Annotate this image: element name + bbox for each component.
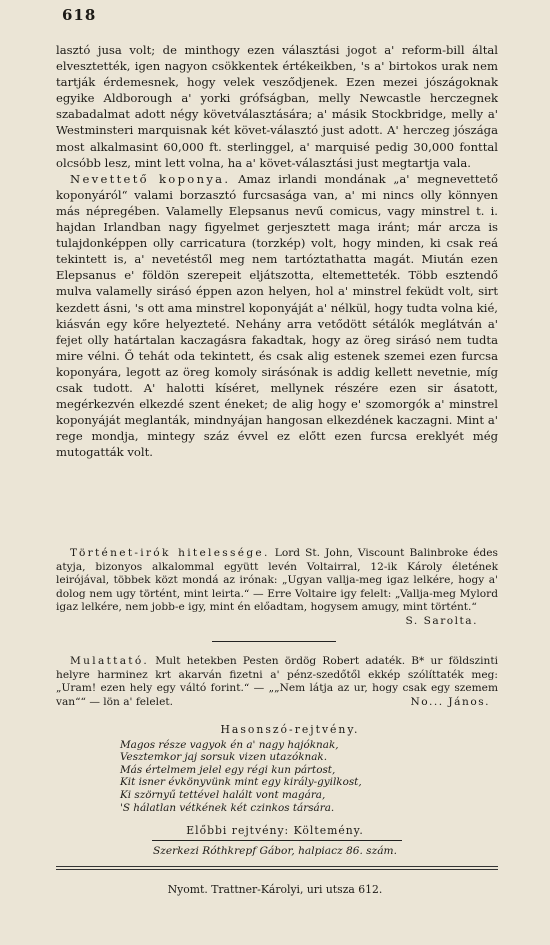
- printer-line: Nyomt. Trattner-Károlyi, uri utsza 612.: [167, 883, 383, 896]
- riddle-line: Más értelmem jelel egy régi kun pártost,: [120, 763, 336, 776]
- editor-line: Szerkezi Róthkrepf Gábor, halpiacz 86. szám.: [153, 845, 397, 857]
- article-amusing-text: Mult hetekben Pesten ördög Robert adaték. B* ur földszinti helyre harminez krt akarván fizetni a' pénz-szedőtől ekkép szólíttaték meg: „Uram! ezen hely egy váltó forint.“ — „„Nem látja az ur, hogy csak egy szemem van““ — lön a' felelet.: [56, 655, 498, 708]
- riddle-line: Vesztemkor jaj sorsuk vizen utazóknak.: [120, 751, 328, 764]
- article-amusing: [56, 655, 498, 709]
- article-skull-text: Amaz irlandi mondának „a' megnevettető koponyáról“ valami borzasztó furcsasága van, a' mi nincs olly könnyen más népregében. Valamelly Elepsanus nevű comicus, vagy minstrel t. i. hajdan Irlandban nagy figyelmet gerjesztett maga iránt; már arcza is tulajdonképpen olly carricatura (torzkép) volt, hogy minden, ki csak reá tekintett is, a' nevetéstől meg nem tartóztathatta magát. Miután ezen Elepsanus e' földön szerepeit eljátszotta, eltemetteték. Több esztendő mulva valamelly sirásó éppen azon helyen, hol a' minstrel feküdt volt, sirt kezdett ásni, 's ott ama minstrel koponyáját a' nélkül, hogy tudta volna kié, kiásván egy kőre helyezteté. Nehány arra vetődött sétálók meglátván a' fejet olly határtalan kaczagásra fakadtak, hogy az öreg sirásó nem tudta mire vélni. Ő tehát oda tekintett, és csak alig estenek szemei ezen furcsa koponyára, legott az öreg komoly sirásónak is addig kellett nevetnie, míg csak tudott. A' halotti kíséret, mellynek részére ezen sir ásatott, megérkezvén elkezdé szent éneket; de alig hogy e' szomorgók a' minstrel koponyáját meglanták, mindnyájan hangosan elkezdének kaczagni. Mint a' rege mondja, mintegy száz évvel ez előtt ezen furcsa ereklyét még mutogatták volt.: [56, 171, 499, 460]
- main-text-column: [56, 42, 498, 460]
- page-number: 618: [62, 6, 97, 24]
- article-amusing-signature: No... János.: [410, 695, 490, 708]
- divider-rule: [152, 840, 402, 841]
- article-reform-bill: lasztó jusa volt; de minthogy ezen választási jogot a' reform-bill által elvesztették, igen nagyon csökkentek értékeikben, 's a' birtokos urak nem tartják érdemesnek, hogy velek vesződjenek. Ezen mezei jószágoknak egyike Aldborough a' yorki grófságban, melly Newcastle herczegnek szabadalmat adott négy követválasztására; a' másik Stockbridge, melly a' Westminsteri marquisnak két követ-választó just adott. A' herczeg jószága most alkalmasint 60,000 ft. sterlinggel, a' marquisé pedig 30,000 fonttal olcsóbb lesz, mint lett volna, ha a' követ-választási just megtartja vala.: [56, 43, 498, 170]
- article-amusing-heading: Mulattató.: [70, 655, 150, 667]
- riddle: [120, 724, 480, 814]
- previous-riddle-answer: Előbbi rejtvény: Költemény.: [186, 824, 364, 837]
- divider-rule: [212, 641, 336, 642]
- divider-rule: [56, 866, 498, 867]
- article-historians: [56, 547, 498, 629]
- article-historians-signature: S. Sarolta.: [405, 614, 478, 627]
- riddle-line: Kit isner évkönyvünk mint egy király-gyilkost,: [120, 776, 362, 789]
- divider-rule: [56, 869, 498, 870]
- riddle-line: Ki szörnyű tettével halált vont magára,: [120, 788, 326, 801]
- article-historians-text: Lord St. John, Viscount Balinbroke édes atyja, bizonyos alkalommal együtt levén Voltairral, 12-ik Károly életének leirójával, többek közt mondá az irónak: „Ugyan vallja-meg igaz lelkére, hogy a' dolog nem ugy történt, mint leirta.“ — Erre Voltaire igy felelt: „Vallja-meg Mylord igaz lelkére, nem jobb-e igy, mint én előadtam, hogysem amugy, mint történt.“: [56, 547, 498, 614]
- article-skull-heading: Nevettető koponya.: [70, 171, 231, 186]
- article-skull: [56, 171, 498, 461]
- riddle-line: 'S hálatlan vétkének két czinkos társára.: [120, 801, 335, 814]
- riddle-line: Magos része vagyok én a' nagy hajóknak,: [120, 738, 339, 751]
- riddle-title: Hasonszó-rejtvény.: [220, 723, 360, 736]
- article-historians-heading: Történet-irók hitelessége.: [70, 547, 270, 559]
